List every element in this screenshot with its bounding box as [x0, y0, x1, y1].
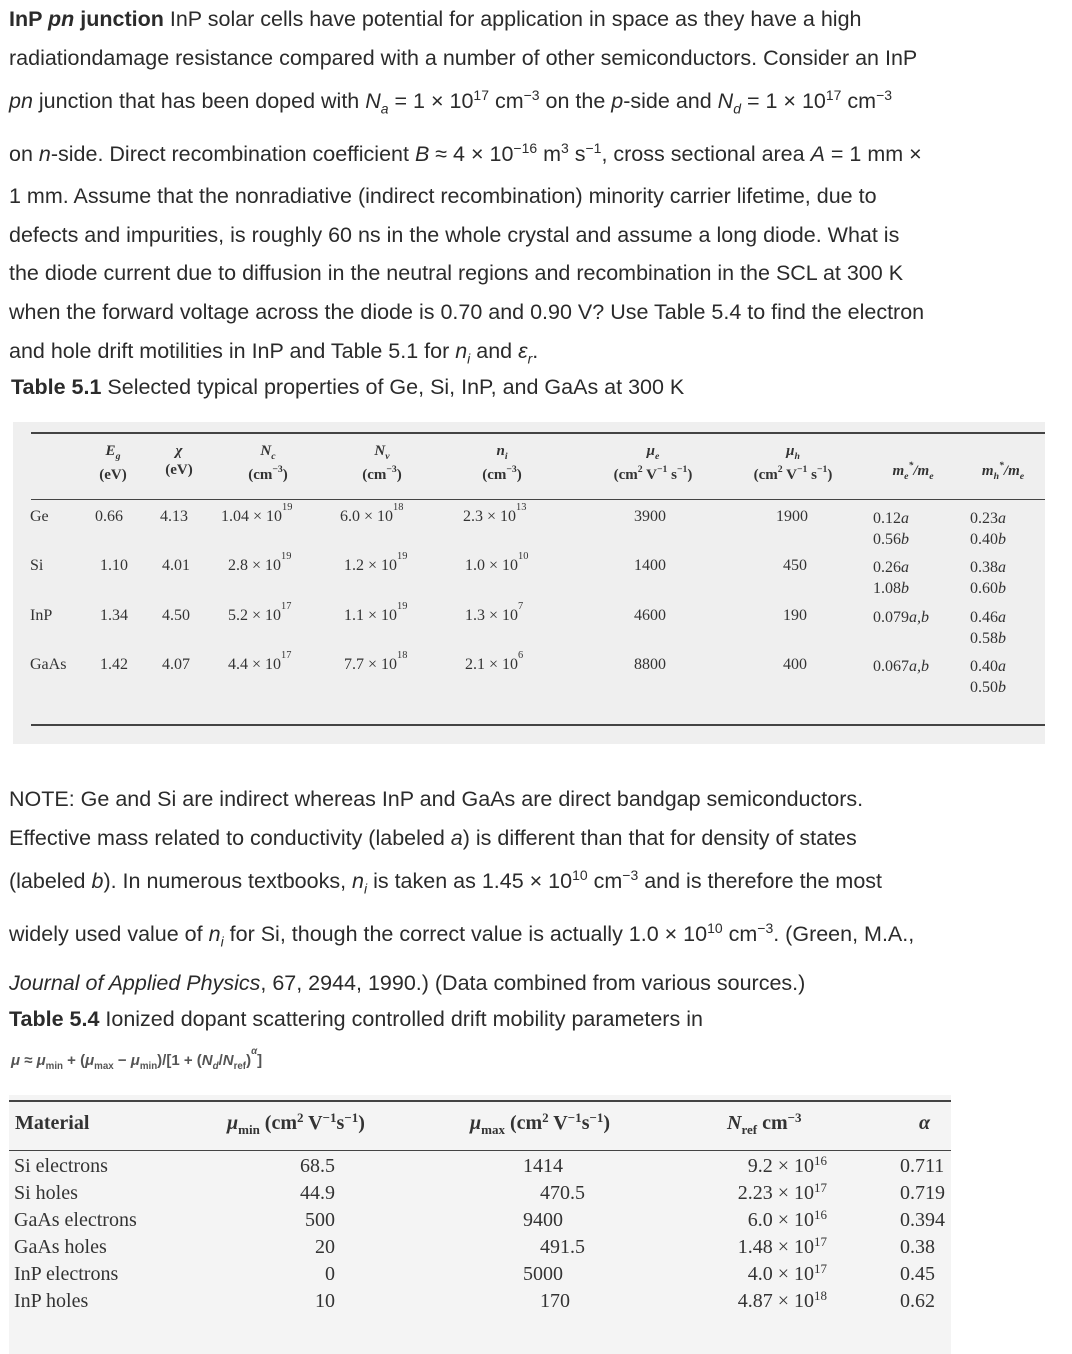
problem-line: pn junction that has been doped with $N_a = 1 \times 10^{17}$ $cm^{-3}$ on the p-side and $N_d = 1 \times 10^{17}$ $cm^{-3}$ — [9, 86, 892, 116]
header-mu-max: $\mu_{max}$ ($cm^2$ $V^{-1}s^{-1}$) — [470, 1110, 611, 1137]
table-5-4 — [9, 1095, 951, 1354]
cell-nref: $6.0 \times 10^{16}$ — [747, 1207, 827, 1231]
cell-eg: 1.42 — [100, 656, 128, 673]
cell-alpha: 0.719 — [900, 1182, 945, 1204]
cell-mh: 0.46a 0.58b — [970, 609, 1006, 647]
cell-eg: 1.34 — [100, 607, 128, 624]
cell-mh: 0.23a 0.40b — [970, 510, 1006, 548]
mobility-formula: $\mu \approx \mu_{min} + (\mu_{max} - \mu_{min})/[1 + (N_d/N_{ref})^\alpha]$ — [11, 1046, 263, 1072]
header-eg: $E_g$ (eV) — [99, 443, 127, 483]
problem-line: defects and impurities, is roughly 60 ns in the whole crystal and assume a long diode. What is — [9, 222, 900, 247]
cell-chi: 4.07 — [162, 656, 190, 673]
cell-alpha: 0.38 — [900, 1236, 935, 1258]
cell-mu-max: 5000 — [523, 1263, 563, 1285]
note-line: NOTE: Ge and Si are indirect whereas InP and GaAs are direct bandgap semiconductors. — [9, 787, 864, 811]
problem-line: the diode current due to diffusion in the neutral regions and recombination in the SCL at 300 K — [9, 261, 904, 286]
nref-column — [704, 1153, 827, 1315]
cell-mue: 8800 — [634, 656, 666, 673]
cell-me: 0.12a 0.56b — [873, 510, 909, 548]
cell-material: Si holes — [14, 1182, 78, 1204]
cell-chi: 4.50 — [162, 607, 190, 624]
cell-material: InP holes — [14, 1290, 89, 1312]
cell-mu-min: 68.5 — [300, 1155, 335, 1177]
cell-alpha: 0.62 — [900, 1290, 935, 1312]
table-5-1 — [13, 422, 1045, 744]
cell-nref: $4.0 \times 10^{17}$ — [747, 1261, 827, 1285]
cell-nc: $2.8 \times 10^{19}$ — [228, 551, 292, 574]
cell-alpha: 0.394 — [900, 1209, 945, 1231]
cell-material: GaAs — [30, 656, 67, 673]
cell-material: Si electrons — [14, 1155, 108, 1177]
cell-material: Si — [30, 557, 44, 574]
cell-nv: $6.0 \times 10^{18}$ — [340, 502, 404, 525]
cell-nv: $1.2 \times 10^{19}$ — [344, 551, 408, 574]
problem-line: on n-side. Direct recombination coefficient $B \approx 4 \times 10^{-16}$ $m^3$ $s^{-1}$, cross sectional area A = 1 mm × — [9, 139, 922, 166]
problem-line: radiationdamage resistance compared with a number of other semiconductors. Consider an InP — [9, 45, 918, 70]
cell-mu-max: 170 — [540, 1290, 570, 1312]
cell-material: GaAs electrons — [14, 1209, 137, 1231]
cell-nref: $1.48 \times 10^{17}$ — [737, 1234, 827, 1258]
table-header-rule — [9, 1150, 951, 1151]
problem-line: and hole drift motilities in InP and Table 5.1 for $n_i$ and $\varepsilon_r$. — [9, 339, 539, 367]
cell-alpha: 0.711 — [900, 1155, 945, 1177]
cell-mh: 0.40a 0.50b — [970, 658, 1006, 696]
cell-mu-max: 1414 — [523, 1155, 563, 1177]
cell-muh: 450 — [783, 557, 807, 574]
cell-nref: $2.23 \times 10^{17}$ — [737, 1180, 827, 1204]
cell-chi: 4.13 — [160, 508, 188, 525]
cell-material: InP electrons — [14, 1263, 119, 1285]
cell-nref: $9.2 \times 10^{16}$ — [747, 1153, 827, 1177]
cell-nv: $7.7 \times 10^{18}$ — [344, 650, 408, 673]
problem-statement — [9, 0, 1059, 378]
cell-mu-max: 9400 — [523, 1209, 563, 1231]
material-column — [14, 1153, 137, 1315]
cell-ni: $2.1 \times 10^6$ — [465, 650, 524, 673]
cell-material: GaAs holes — [14, 1236, 107, 1258]
table-header-rule — [31, 499, 1045, 500]
header-nref: $N_{ref}$ $cm^{-3}$ — [727, 1110, 802, 1137]
alpha-column — [900, 1153, 945, 1315]
cell-mu-max: 491.5 — [540, 1236, 585, 1258]
table-top-rule — [9, 1100, 951, 1102]
cell-chi: 4.01 — [162, 557, 190, 574]
cell-muh: 1900 — [776, 508, 808, 525]
problem-line: 1 mm. Assume that the nonradiative (indirect recombination) minority carrier lifetime, due to — [9, 183, 877, 208]
cell-eg: 0.66 — [95, 508, 123, 525]
header-mue: $\mu_e$ ($cm^2$ $V^{-1}$ $s^{-1}$) — [613, 443, 693, 483]
header-chi: χ (eV) — [165, 443, 193, 478]
cell-mu-min: 0 — [325, 1263, 335, 1285]
cell-nc: $1.04 \times 10^{19}$ — [221, 502, 293, 525]
cell-mu-min: 500 — [305, 1209, 335, 1231]
cell-mu-min: 20 — [315, 1236, 335, 1258]
cell-mue: 3900 — [634, 508, 666, 525]
table-5-4-caption: Table 5.4 Ionized dopant scattering controlled drift mobility parameters in — [9, 1007, 703, 1031]
cell-ni: $1.0 \times 10^{10}$ — [465, 551, 529, 574]
problem-line: InP pn junction InP solar cells have potential for application in space as they have a high — [9, 7, 862, 31]
header-material: Material — [15, 1112, 90, 1134]
cell-nc: $5.2 \times 10^{17}$ — [228, 601, 292, 624]
note-line: Effective mass related to conductivity (labeled a) is different than that for density of states — [9, 825, 857, 850]
note-line: Journal of Applied Physics, 67, 2944, 1990.) (Data combined from various sources.) — [9, 971, 806, 996]
header-nv: $N_v$ $(cm^{-3})$ — [362, 443, 402, 483]
cell-alpha: 0.45 — [900, 1263, 935, 1285]
cell-nv: $1.1 \times 10^{19}$ — [344, 601, 408, 624]
cell-ni: $1.3 \times 10^7$ — [465, 601, 524, 624]
cell-mu-max: 470.5 — [540, 1182, 585, 1204]
table-top-rule — [31, 432, 1045, 434]
cell-me: 0.079a,b — [873, 609, 929, 626]
header-nc: $N_c$ $(cm^{-3})$ — [248, 443, 288, 483]
cell-eg: 1.10 — [100, 557, 128, 574]
table-bottom-rule — [31, 724, 1045, 726]
problem-line: when the forward voltage across the diode is 0.70 and 0.90 V? Use Table 5.4 to find the electron — [9, 300, 925, 325]
header-ni: $n_i$ $(cm^{-3})$ — [482, 443, 522, 483]
mu-min-column — [269, 1153, 335, 1315]
table-5-1-caption: Table 5.1 Selected typical properties of Ge, Si, InP, and GaAs at 300 K — [11, 375, 685, 399]
header-mh: $m_h^*/m_e$ — [981, 460, 1025, 482]
cell-material: InP — [30, 607, 53, 624]
cell-mu-min: 44.9 — [300, 1182, 335, 1204]
cell-me: 0.26a 1.08b — [873, 559, 909, 597]
note-line: widely used value of $n_i$ for Si, though the correct value is actually $1.0 \times 10^{10}$ $cm^{-3}$. (Green, M.A., — [9, 919, 915, 950]
cell-material: Ge — [30, 508, 49, 525]
cell-mue: 1400 — [634, 557, 666, 574]
header-muh: $\mu_h$ ($cm^2$ $V^{-1}$ $s^{-1}$) — [753, 443, 833, 483]
header-alpha: α — [919, 1112, 931, 1134]
note-line: (labeled b). In numerous textbooks, $n_i$ is taken as $1.45 \times 10^{10}$ $cm^{-3}$ and is therefore the most — [9, 866, 883, 896]
mu-max-column — [523, 1153, 585, 1315]
cell-muh: 190 — [783, 607, 807, 624]
header-mu-min: $\mu_{min}$ ($cm^2$ $V^{-1}s^{-1}$) — [227, 1110, 365, 1137]
cell-ni: $2.3 \times 10^{13}$ — [463, 502, 527, 525]
cell-mue: 4600 — [634, 607, 666, 624]
cell-muh: 400 — [783, 656, 807, 673]
table-note — [9, 780, 1059, 1003]
cell-nc: $4.4 \times 10^{17}$ — [228, 650, 292, 673]
cell-me: 0.067a,b — [873, 658, 929, 675]
header-me: $m_e^*/m_e$ — [892, 460, 934, 482]
cell-nref: $4.87 \times 10^{18}$ — [737, 1288, 827, 1312]
cell-mu-min: 10 — [315, 1290, 335, 1312]
cell-mh: 0.38a 0.60b — [970, 559, 1006, 597]
